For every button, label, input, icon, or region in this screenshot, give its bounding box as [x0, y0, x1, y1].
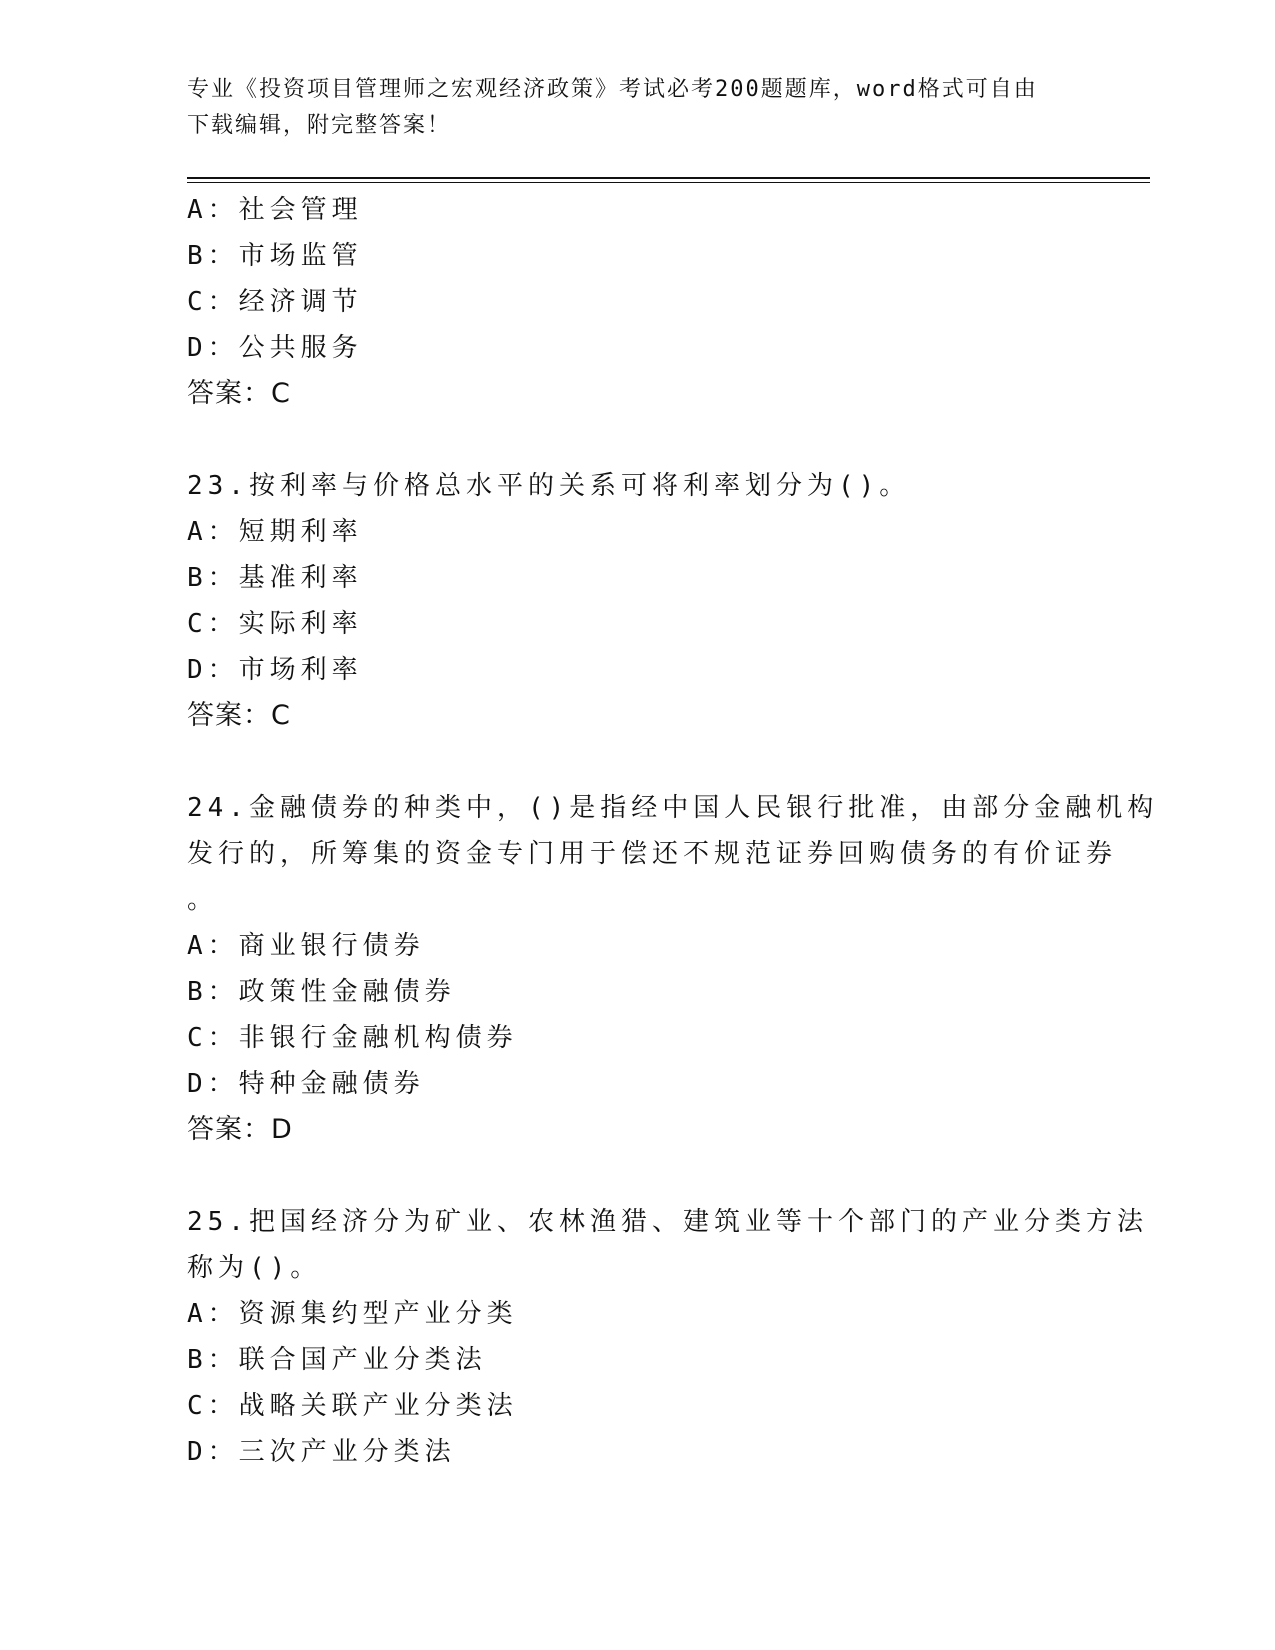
- option-a: A：短期利率: [187, 517, 363, 547]
- question-text: 23.按利率与价格总水平的关系可将利率划分为()。: [187, 471, 911, 501]
- option-b: B：联合国产业分类法: [187, 1345, 487, 1375]
- option-c: C：实际利率: [187, 609, 363, 639]
- question-22: [187, 187, 1087, 417]
- option-a: A：商业银行债券: [187, 931, 425, 961]
- option-a: A：资源集约型产业分类: [187, 1299, 518, 1329]
- answer: 答案：C: [187, 378, 291, 409]
- option-c: C：经济调节: [187, 287, 363, 317]
- option-a: A：社会管理: [187, 195, 363, 225]
- option-d: D：特种金融债券: [187, 1069, 425, 1099]
- option-c: C：战略关联产业分类法: [187, 1391, 518, 1421]
- question-text-line-2: 发行的，所筹集的资金专门用于偿还不规范证券回购债务的有价证券: [187, 839, 1118, 869]
- question-23: [187, 463, 1087, 739]
- option-b: B：市场监管: [187, 241, 363, 271]
- answer: 答案：D: [187, 1114, 293, 1145]
- spacer: [187, 417, 1087, 463]
- question-list: [187, 187, 1159, 1475]
- question-text-line-1: 24.金融债券的种类中，()是指经中国人民银行批准，由部分金融机构: [187, 793, 1159, 823]
- option-d: D：公共服务: [187, 333, 363, 363]
- option-d: D：市场利率: [187, 655, 363, 685]
- question-25: [187, 1199, 1148, 1475]
- document-header: [187, 72, 1067, 144]
- question-24: [187, 785, 1159, 1153]
- header-line-1: 专业《投资项目管理师之宏观经济政策》考试必考200题题库，word格式可自由: [187, 77, 1038, 102]
- question-text-line-2: 称为()。: [187, 1253, 322, 1283]
- question-text-line-3: 。: [187, 885, 219, 915]
- option-b: B：基准利率: [187, 563, 363, 593]
- header-divider-thin: [187, 182, 1150, 183]
- answer: 答案：C: [187, 700, 291, 731]
- spacer: [187, 739, 1087, 785]
- option-d: D：三次产业分类法: [187, 1437, 456, 1467]
- option-b: B：政策性金融债券: [187, 977, 456, 1007]
- header-divider-thick: [187, 177, 1150, 179]
- spacer: [187, 1153, 1087, 1199]
- question-text-line-1: 25.把国经济分为矿业、农林渔猎、建筑业等十个部门的产业分类方法: [187, 1207, 1148, 1237]
- header-line-2: 下载编辑，附完整答案！: [187, 113, 452, 138]
- option-c: C：非银行金融机构债券: [187, 1023, 518, 1053]
